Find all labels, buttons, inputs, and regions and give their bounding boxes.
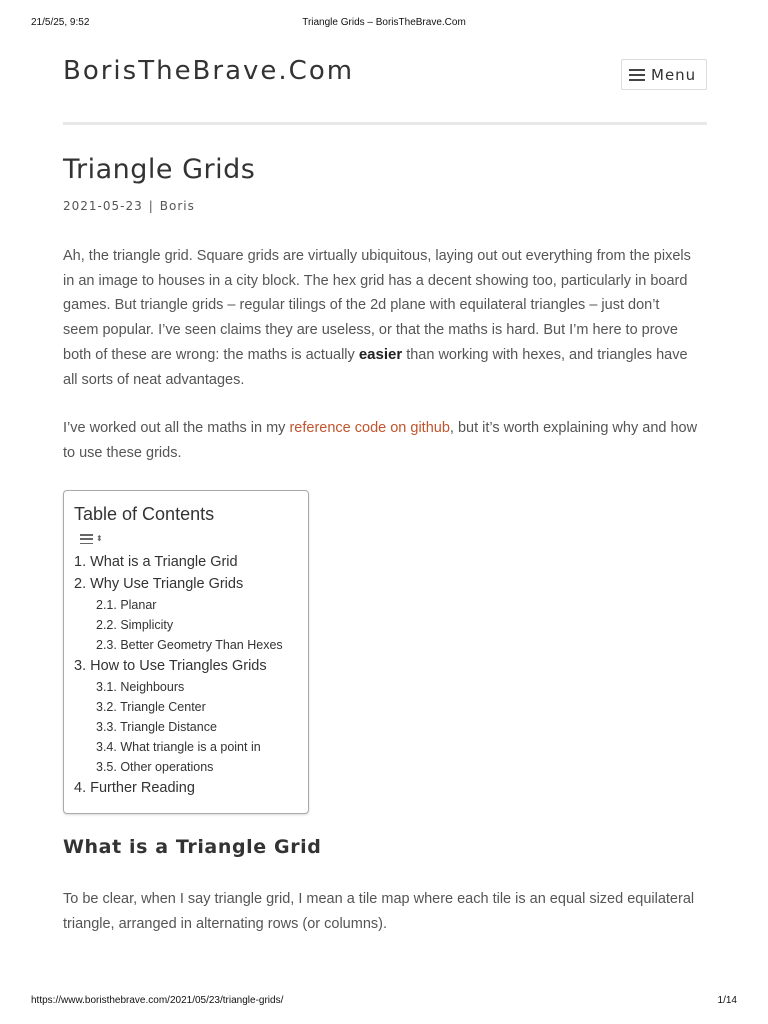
toc-toggle-button[interactable] — [74, 527, 308, 551]
emphasis-easier: easier — [358, 345, 403, 363]
toc-subitem[interactable]: 3.3. Triangle Distance — [96, 720, 217, 734]
reference-line — [63, 416, 713, 441]
section-heading: What is a Triangle Grid — [63, 836, 322, 858]
print-datetime: 21/5/25, 9:52 — [31, 17, 90, 28]
intro-line: all sorts of neat advantages. — [63, 371, 245, 388]
menu-label: Menu — [651, 65, 697, 84]
toc-subitem[interactable]: 3.2. Triangle Center — [96, 700, 206, 714]
github-reference-link[interactable]: reference code on github — [289, 420, 450, 436]
reference-text: , but it’s worth explaining why and how — [449, 420, 698, 436]
print-footer — [0, 995, 768, 1009]
article-date-link[interactable]: 2021-05-23 — [63, 199, 143, 213]
toc-subitem[interactable]: 2.1. Planar — [96, 598, 157, 612]
list-toggle-icon — [80, 534, 93, 544]
reference-line: to use these grids. — [63, 444, 182, 461]
toc-title: Table of Contents — [74, 504, 215, 524]
intro-text: both of these are wrong: the maths is actually — [63, 346, 359, 363]
reference-paragraph — [63, 416, 713, 465]
toc-item[interactable]: 4. Further Reading — [74, 780, 195, 796]
intro-text: than working with hexes, and triangles have — [402, 346, 688, 363]
intro-line: seem popular. I’ve seen claims they are useless, or that the maths is hard. But I’m here to prove — [63, 322, 678, 339]
print-header — [0, 17, 768, 31]
section-line: To be clear, when I say triangle grid, I mean a tile map where each tile is an equal sized equilateral — [63, 891, 695, 907]
toc-subitem[interactable]: 2.3. Better Geometry Than Hexes — [96, 638, 283, 652]
hamburger-icon — [629, 69, 645, 81]
toc-subitem[interactable]: 3.4. What triangle is a point in — [96, 740, 261, 754]
print-url: https://www.boristhebrave.com/2021/05/23/triangle-grids/ — [31, 995, 284, 1006]
toc-item[interactable]: 3. How to Use Triangles Grids — [74, 658, 267, 674]
reference-text: I’ve worked out all the maths in my — [63, 420, 290, 436]
intro-paragraph — [63, 244, 713, 392]
section-paragraph — [63, 887, 713, 936]
header-divider — [63, 122, 707, 125]
article-title: Triangle Grids — [63, 154, 256, 185]
section-line: triangle, arranged in alternating rows (or columns). — [63, 915, 387, 932]
intro-line: in an image to houses in a city block. The hex grid has a decent showing too, particularly in board — [63, 272, 688, 289]
toc-item[interactable]: 1. What is a Triangle Grid — [74, 554, 238, 570]
site-title-link[interactable]: BorisTheBrave.Com — [63, 56, 355, 86]
toc-subitem[interactable]: 3.5. Other operations — [96, 760, 214, 774]
menu-button[interactable] — [621, 59, 707, 90]
meta-separator: | — [148, 199, 154, 213]
intro-line: games. But triangle grids – regular tilings of the 2d plane with equilateral triangles – just don’t — [63, 297, 660, 314]
print-page-title: Triangle Grids – BorisTheBrave.Com — [302, 17, 466, 28]
intro-line: Ah, the triangle grid. Square grids are virtually ubiquitous, laying out out everything from the pixels — [63, 248, 691, 264]
sort-toggle-icon: ⬍ — [96, 534, 103, 543]
toc-subitem[interactable]: 3.1. Neighbours — [96, 680, 185, 694]
article-author-link[interactable]: Boris — [159, 199, 195, 213]
table-of-contents — [63, 490, 309, 814]
toc-item[interactable]: 2. Why Use Triangle Grids — [74, 576, 244, 592]
toc-subitem[interactable]: 2.2. Simplicity — [96, 618, 174, 632]
site-header — [63, 56, 707, 96]
print-page-number: 1/14 — [717, 995, 737, 1006]
intro-line — [63, 343, 713, 368]
article-meta — [63, 199, 195, 213]
